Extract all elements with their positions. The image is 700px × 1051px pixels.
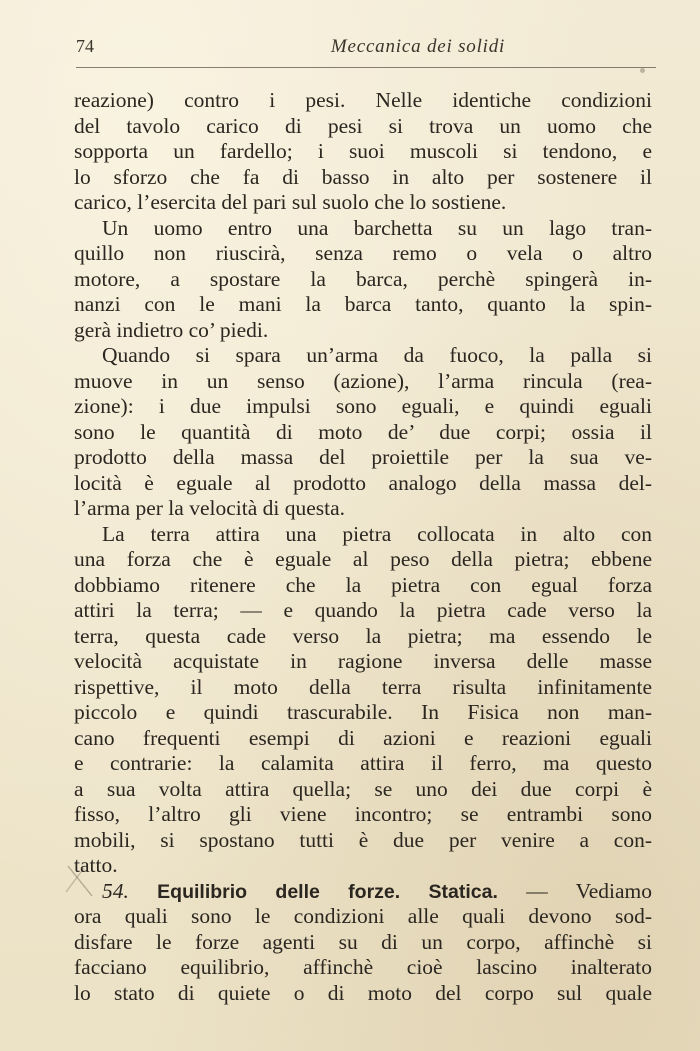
text-line: velocità acquistate in ragione inversa delle masse [74,649,652,673]
text-line: nanzi con le mani la barca tanto, quanto la spin- [74,292,652,316]
text-line: quillo non riuscirà, senza remo o vela o altro [74,241,652,265]
text-line: lo stato di quiete o di moto del corpo sul quale [74,980,652,1005]
text-line: del tavolo carico di pesi si trova un uomo che [74,113,652,138]
text-line: a sua volta attira quella; se uno dei due corpi è [74,776,652,801]
paragraph [74,216,652,344]
paper-spot [640,68,645,73]
text-line: motore, a spostare la barca, perchè spingerà in- [74,266,652,291]
text-line: mobili, si spostano tutti è due per venire a con- [74,827,652,852]
text-line: sono le quantità di moto de’ due corpi; ossia il [74,419,652,444]
text-line: reazione) contro i pesi. Nelle identiche condizioni [74,88,652,112]
text-line: Quando si spara un’arma da fuoco, la palla si [102,343,652,367]
text-line: zione): i due impulsi sono eguali, e quindi eguali [74,394,652,418]
section-heading-line [74,879,652,905]
text-line: prodotto della massa del proiettile per la sua ve- [74,445,652,469]
text-line: cano frequenti esempi di azioni e reazioni eguali [74,725,652,750]
text-line: terra, questa cade verso la pietra; ma essendo le [74,623,652,648]
text-line: facciano equilibrio, affinchè cioè lascino inalterato [74,955,652,979]
text-line: rispettive, il moto della terra risulta infinitamente [74,674,652,699]
section-number: 54. [102,878,129,903]
section-54 [74,879,652,1007]
text-line: Un uomo entro una barchetta su un lago tran- [102,215,652,240]
text-line: fisso, l’altro gli viene incontro; se entrambi sono [74,802,652,826]
text-line: dobbiamo ritenere che la pietra con egual forza [74,572,652,597]
page-header [76,32,648,62]
text-line: sopporta un fardello; i suoi muscoli si tendono, e [74,139,652,163]
paragraph [74,88,652,216]
text-line: lo sforzo che fa di basso in alto per sostenere il [74,164,652,189]
text-line: disfare le forze agenti su di un corpo, affinchè si [74,929,652,954]
running-title: Meccanica dei solidi [330,36,506,57]
paragraph [74,522,652,879]
text-line: carico, l’esercita del pari sul suolo che lo sostiene. [74,190,507,214]
header-rule [76,67,656,68]
text-line: l’arma per la velocità di questa. [74,496,346,520]
section-title: Equilibrio delle forze. Statica. [157,880,498,903]
text-line: muove in un senso (azione), l’arma rincula (rea- [74,368,652,393]
page-number: 74 [76,36,94,56]
text-line: La terra attira una pietra collocata in alto con [102,521,652,546]
body-text [74,88,652,1006]
text-line: tatto. [74,853,118,877]
paragraph [74,343,652,522]
text-line: e contrarie: la calamita attira il ferro, ma questo [74,751,652,775]
text-line: una forza che è eguale al peso della pietra; ebbene [74,547,652,571]
section-first-line-rest: — Vediamo [526,878,653,903]
text-line: locità è eguale al prodotto analogo della massa del- [74,470,652,495]
text-line: piccolo e quindi trascurabile. In Fisica non man- [74,700,652,724]
text-line: attiri la terra; — e quando la pietra cade verso la [74,598,652,622]
text-line: gerà indietro co’ piedi. [74,317,269,342]
text-line: ora quali sono le condizioni alle quali devono sod- [74,904,652,928]
